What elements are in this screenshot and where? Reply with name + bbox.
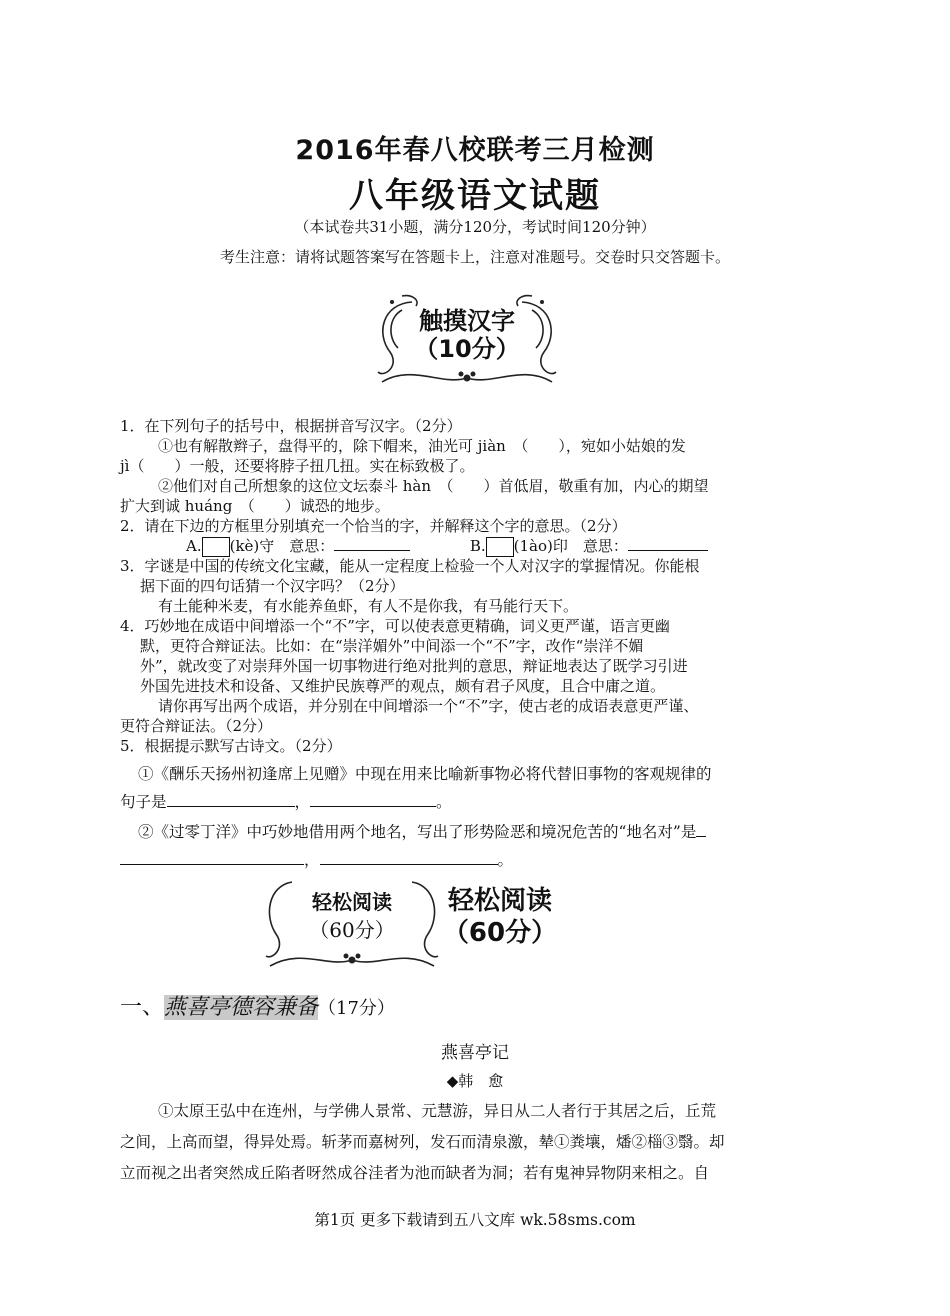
article-title: 燕喜亭记 xyxy=(441,1043,509,1063)
answer-line-a[interactable] xyxy=(334,536,410,551)
badge-title-left: 轻松阅读 xyxy=(312,890,392,914)
section-1-score: （17分） xyxy=(318,998,395,1019)
question-1-sentence-2a: ②他们对自己所想象的这位文坛泰斗 hàn （ ）首低眉，敬重有加，内心的期望 xyxy=(158,477,709,495)
question-3-riddle: 有土能种米麦，有水能养鱼虾，有人不是你我，有马能行天下。 xyxy=(158,597,579,615)
option-a-text: (kè)守 意思： xyxy=(229,537,335,555)
section-1-heading: 一、燕喜亭德容兼备（17分） xyxy=(120,995,395,1020)
badge-score-left: （60分） xyxy=(309,918,395,942)
question-1-sentence-1b: jì（ ）一般，还要将脖子扭几扭。实在标致极了。 xyxy=(120,457,475,475)
answer-line-5-2[interactable] xyxy=(310,792,436,807)
section-1-title: 燕喜亭德容兼备 xyxy=(164,995,319,1020)
answer-line-b[interactable] xyxy=(628,536,708,551)
badge-score: （10分） xyxy=(414,335,520,363)
article-line-3: 立而视之出者突然成丘陷者呀然成谷洼者为池而缺者为洞；若有鬼神异物阴来相之。自 xyxy=(120,1164,710,1182)
question-1-sentence-2b: 扩大到诚 huáng （ ）诚恐的地步。 xyxy=(120,497,390,515)
answer-line-5-3[interactable] xyxy=(120,850,304,865)
option-b-label: B. xyxy=(469,537,486,555)
badge-score-right: （60分） xyxy=(442,918,558,948)
option-b-text: (1ào)印 意思： xyxy=(513,537,628,555)
question-2: 2．请在下边的方框里分别填充一个恰当的字，并解释这个字的意思。（2分） xyxy=(120,517,627,535)
question-4e: 请你再写出两个成语，并分别在中间增添一个“不”字，使古老的成语表意更严谨、 xyxy=(158,697,699,715)
question-4b: 默，更符合辩证法。比如：在“崇洋媚外”中间添一个“不”字，改作“崇洋不媚 xyxy=(140,637,644,655)
answer-line-5-3a[interactable] xyxy=(696,822,706,837)
question-4c: 外”，就改变了对崇拜外国一切事物进行绝对批判的意思，辩证地表达了既学习引进 xyxy=(140,657,688,675)
question-3b: 据下面的四句话猜一个汉字吗？（2分） xyxy=(140,577,405,595)
section-badge-hanzi xyxy=(372,294,562,390)
exam-subtitle: （本试卷共31小题，满分120分，考试时间120分钟） xyxy=(294,218,656,236)
question-4a: 4．巧妙地在成语中间增添一个“不”字，可以使表意更精确，词义更严谨，语言更幽 xyxy=(120,617,670,635)
exam-title-line2: 八年级语文试题 xyxy=(349,176,601,216)
badge-title-right: 轻松阅读 xyxy=(447,886,552,916)
option-a-label: A. xyxy=(186,537,202,555)
question-5-item-1b: 句子是 ， 。 xyxy=(120,793,452,811)
article-author: ◆韩 愈 xyxy=(446,1072,504,1090)
exam-notice: 考生注意：请将试题答案写在答题卡上，注意对准题号。交卷时只交答题卡。 xyxy=(219,248,730,266)
exam-title-line1: 2016年春八校联考三月检测 xyxy=(295,135,655,166)
page-footer: 第1页 更多下载请到五八文库 wk.58sms.com xyxy=(314,1211,636,1229)
question-5-item-2b: ， 。 xyxy=(120,850,825,870)
answer-line-5-4[interactable] xyxy=(320,850,498,865)
question-5-item-1a: ①《酬乐天扬州初逢席上见赠》中现在用来比喻新事物必将代替旧事物的客观规律的 xyxy=(138,765,712,783)
question-5-item-2a: ②《过零丁洋》中巧妙地借用两个地名，写出了形势险恶和境况危苦的“地名对”是 xyxy=(138,822,843,842)
answer-line-5-1[interactable] xyxy=(167,792,295,807)
article-line-2: 之间，上高而望，得异处焉。斩茅而嘉树列，发石而清泉激，辇①粪壤，燔②椔③翳。却 xyxy=(120,1133,725,1151)
question-4d: 外国先进技术和设备、又维护民族尊严的观点，颇有君子风度，且合中庸之道。 xyxy=(140,677,666,695)
question-5: 5．根据提示默写古诗文。（2分） xyxy=(120,737,342,755)
question-1: 1．在下列句子的括号中，根据拼音写汉字。（2分） xyxy=(120,417,462,435)
article-line-1: ①太原王弘中在连州，与学佛人景常、元慧游，异日从二人者行于其居之后，丘荒 xyxy=(158,1102,717,1120)
badge-title: 触摸汉字 xyxy=(419,307,515,335)
section-badge-reading xyxy=(262,876,562,972)
question-2-options xyxy=(186,536,786,557)
answer-box-b[interactable] xyxy=(486,537,514,557)
answer-box-a[interactable] xyxy=(202,537,230,557)
question-3a: 3．字谜是中国的传统文化宝藏，能从一定程度上检验一个人对汉字的掌握情况。你能根 xyxy=(120,557,700,575)
question-4f: 更符合辩证法。（2分） xyxy=(120,717,273,735)
question-1-sentence-1a: ①也有解散辫子，盘得平的，除下帽来，油光可 jiàn （ ），宛如小姑娘的发 xyxy=(158,437,686,455)
